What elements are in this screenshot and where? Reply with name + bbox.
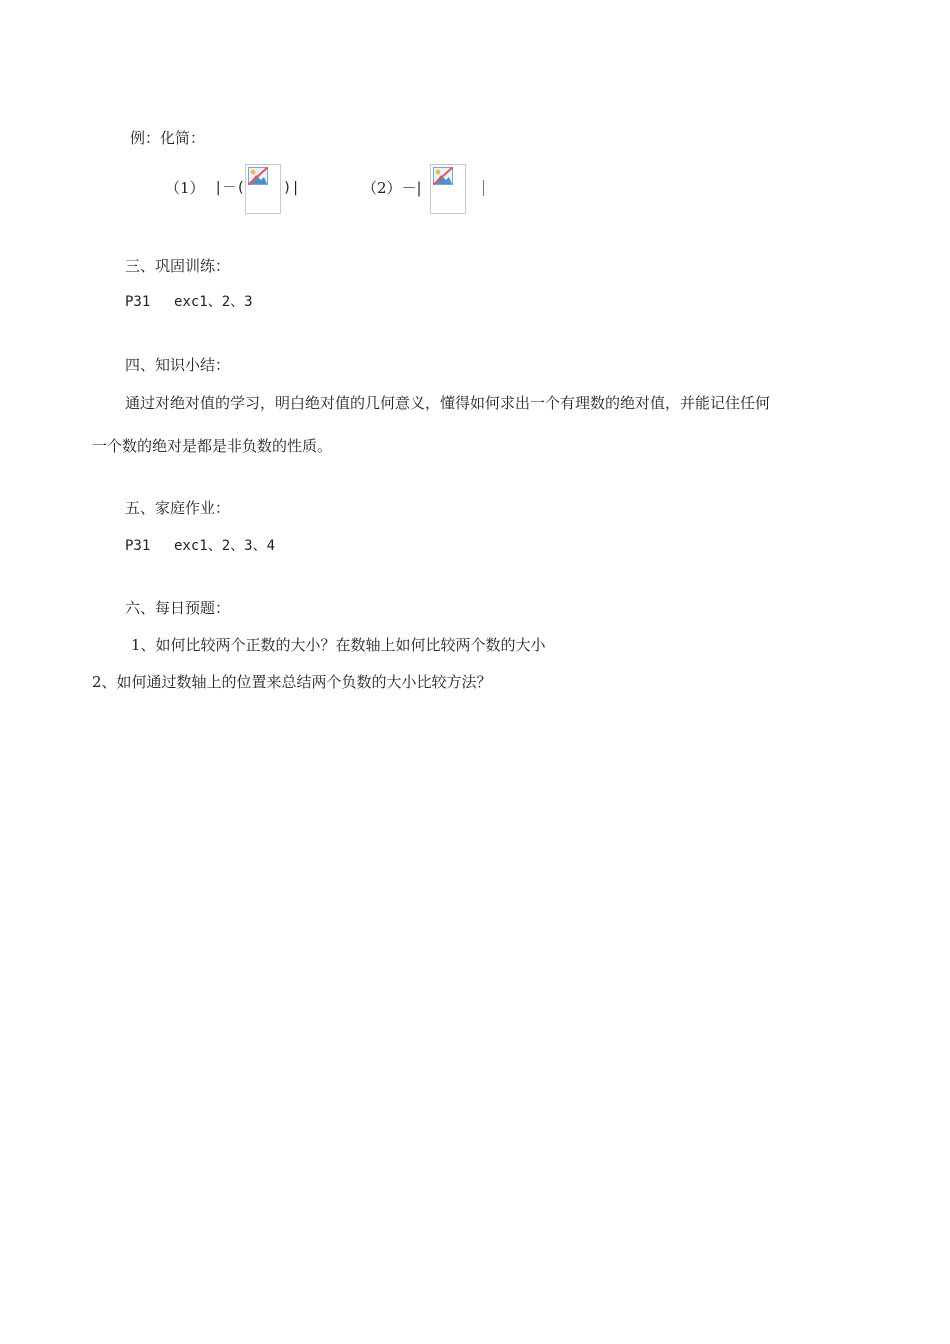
example-label: 例：化简： [130, 129, 206, 147]
section5-heading: 五、家庭作业： [125, 499, 231, 517]
example-item-1-suffix: )| [283, 180, 300, 196]
section6-question-1: 1、如何比较两个正数的大小？在数轴上如何比较两个数的大小 [131, 636, 546, 654]
section4-summary-line-1: 通过对绝对值的学习，明白绝对值的几何意义，懂得如何求出一个有理数的绝对值，并能记住任何 [125, 394, 771, 412]
example-item-2-number: （2）－| [362, 179, 422, 197]
section4-heading: 四、知识小结： [125, 356, 231, 374]
section5-exercises: exc1、2、3、4 [174, 538, 276, 554]
absolute-value-bar [483, 180, 484, 196]
section6-heading: 六、每日预题： [125, 599, 231, 617]
broken-image-icon [248, 167, 268, 185]
broken-image-icon [433, 167, 453, 185]
example-item-1-prefix: |－( [214, 180, 245, 196]
section6-question-2: 2、如何通过数轴上的位置来总结两个负数的大小比较方法？ [92, 673, 492, 691]
section4-summary-line-2: 一个数的绝对是都是非负数的性质。 [92, 437, 333, 455]
example-item-1-number: （1） [165, 179, 205, 197]
section5-page-ref: P31 [125, 538, 151, 554]
section3-exercises: exc1、2、3 [174, 294, 253, 310]
image-placeholder-2 [430, 164, 466, 214]
section3-page-ref: P31 [125, 294, 151, 310]
image-placeholder-1 [245, 164, 281, 214]
section3-heading: 三、巩固训练： [125, 257, 231, 275]
